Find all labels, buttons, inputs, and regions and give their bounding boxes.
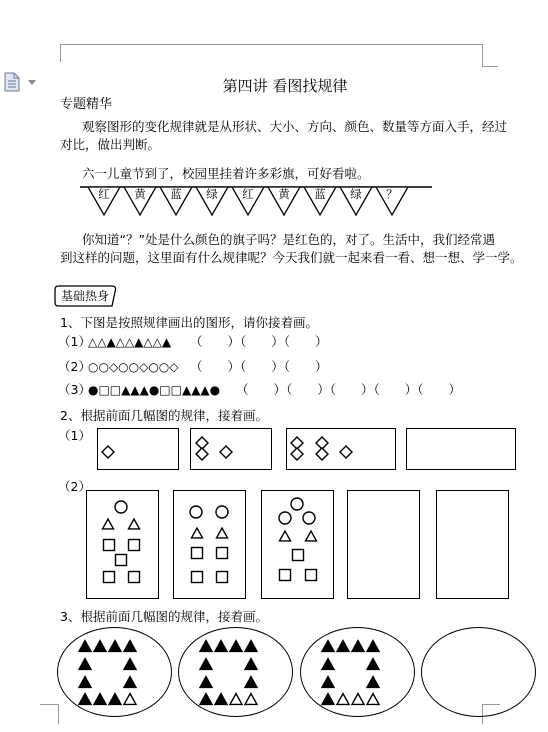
triangle-shape: [124, 677, 136, 688]
flag-label-8: 绿: [350, 187, 362, 201]
q1-row3-blanks: （ ）（ ）（ ）（ ）（ ）: [236, 382, 462, 397]
triangle-shape: [245, 659, 257, 670]
circle-shape: [303, 512, 315, 524]
circle-shape: [279, 512, 291, 524]
q2-label-2: （2）: [58, 479, 91, 494]
triangle-shape: [109, 694, 121, 705]
flag-label-6: 黄: [278, 187, 290, 201]
square-shape: [293, 550, 304, 561]
triangle-shape: [124, 641, 136, 652]
flag-label-3: 蓝: [170, 187, 182, 201]
q1-row1-shapes: △△▲△△▲△△▲: [88, 335, 172, 349]
triangle-shape: [79, 641, 91, 652]
square-shape: [192, 548, 203, 559]
triangle-shape: [322, 641, 334, 652]
q1-row1-label: （1）: [58, 334, 91, 349]
q3-text: 3、根据前面几幅图的规律，接着画。: [60, 609, 268, 624]
triangle-shape: [322, 659, 334, 670]
triangle-shape: [306, 531, 317, 541]
flag-intro: 六一儿童节到了，校园里挂着许多彩旗，可好看啦。: [82, 166, 370, 181]
triangle-shape: [94, 641, 106, 652]
triangle-shape: [322, 677, 334, 688]
square-shape: [129, 572, 140, 583]
triangle-shape: [215, 641, 227, 652]
triangle-shape: [367, 677, 379, 688]
triangle-shape: [217, 528, 228, 538]
triangle-shape: [367, 641, 379, 652]
diamond-shape: [291, 448, 303, 460]
flag-label-2: 黄: [134, 187, 146, 201]
flag-label-5: 红: [242, 187, 254, 201]
square-shape: [116, 555, 127, 566]
diamond-shape: [340, 446, 352, 458]
triangle-shape: [79, 694, 91, 705]
diamond-shape: [316, 448, 328, 460]
page-title: 第四讲 看图找规律: [222, 77, 348, 95]
square-shape: [104, 572, 115, 583]
intro-line-1: 观察图形的变化规律就是从形状、大小、方向、颜色、数量等方面入手，经过: [82, 119, 508, 134]
square-shape: [129, 540, 140, 551]
q1-row3-label: （3）: [58, 382, 91, 397]
triangle-shape: [280, 531, 291, 541]
square-shape: [306, 570, 317, 581]
triangle-shape: [124, 659, 136, 670]
section-badge-label: 基础热身: [61, 289, 110, 303]
triangle-shape: [352, 641, 364, 652]
triangle-shape: [337, 694, 349, 705]
intro-line-2: 对比，做出判断。: [60, 137, 161, 152]
q2-label-1: （1）: [58, 428, 91, 443]
triangle-shape: [192, 528, 203, 538]
triangle-shape: [109, 641, 121, 652]
triangle-shape: [200, 677, 212, 688]
circle-shape: [190, 506, 202, 518]
q1-row2-label: （2）: [58, 359, 91, 374]
triangle-shape: [245, 694, 257, 705]
triangle-shape: [230, 694, 242, 705]
triangle-shape: [352, 694, 364, 705]
q1-text: 1、下图是按照规律画出的图形，请你接着画。: [60, 315, 318, 330]
triangle-shape: [215, 694, 227, 705]
square-shape: [217, 572, 228, 583]
triangle-shape: [337, 641, 349, 652]
q1-row2-shapes: ○○◇○○◇○○◇: [88, 360, 179, 374]
triangle-shape: [94, 694, 106, 705]
diamond-shape: [196, 448, 208, 460]
square-shape: [192, 572, 203, 583]
triangle-shape: [367, 694, 379, 705]
triangle-shape: [200, 694, 212, 705]
square-shape: [217, 548, 228, 559]
triangle-shape: [322, 694, 334, 705]
square-shape: [104, 540, 115, 551]
triangle-shape: [79, 659, 91, 670]
question-line-2: 到这样的问题，这里面有什么规律呢？今天我们就一起来看一看、想一想、学一学。: [60, 250, 523, 265]
q2-text: 2、根据前面几幅图的规律，接着画。: [60, 408, 268, 423]
q1-row1-blanks: （ ）（ ）（ ）: [190, 334, 328, 349]
triangle-shape: [129, 519, 140, 529]
flag-label-9: ？: [386, 187, 398, 201]
square-shape: [280, 570, 291, 581]
q1-row2-blanks: （ ）（ ）（ ）: [190, 359, 328, 374]
triangle-shape: [200, 659, 212, 670]
diamond-shape: [102, 446, 114, 458]
triangle-shape: [79, 677, 91, 688]
circle-shape: [216, 506, 228, 518]
triangle-shape: [245, 641, 257, 652]
triangle-shape: [200, 641, 212, 652]
diamond-shape: [220, 446, 232, 458]
circle-shape: [115, 501, 127, 513]
circle-shape: [291, 498, 303, 510]
flag-label-7: 蓝: [314, 187, 326, 201]
flag-label-4: 绿: [206, 187, 218, 201]
triangle-shape: [230, 641, 242, 652]
q1-row3-shapes: ●□□▲▲▲●□□▲▲▲●: [88, 383, 221, 397]
triangle-shape: [124, 694, 136, 705]
flag-label-1: 红: [98, 187, 110, 201]
section-header: 专题精华: [60, 97, 113, 112]
triangle-shape: [245, 677, 257, 688]
triangle-shape: [103, 519, 114, 529]
question-line-1: 你知道“？”处是什么颜色的旗子吗？是红色的，对了。生活中，我们经常遇: [82, 232, 495, 247]
triangle-shape: [367, 659, 379, 670]
